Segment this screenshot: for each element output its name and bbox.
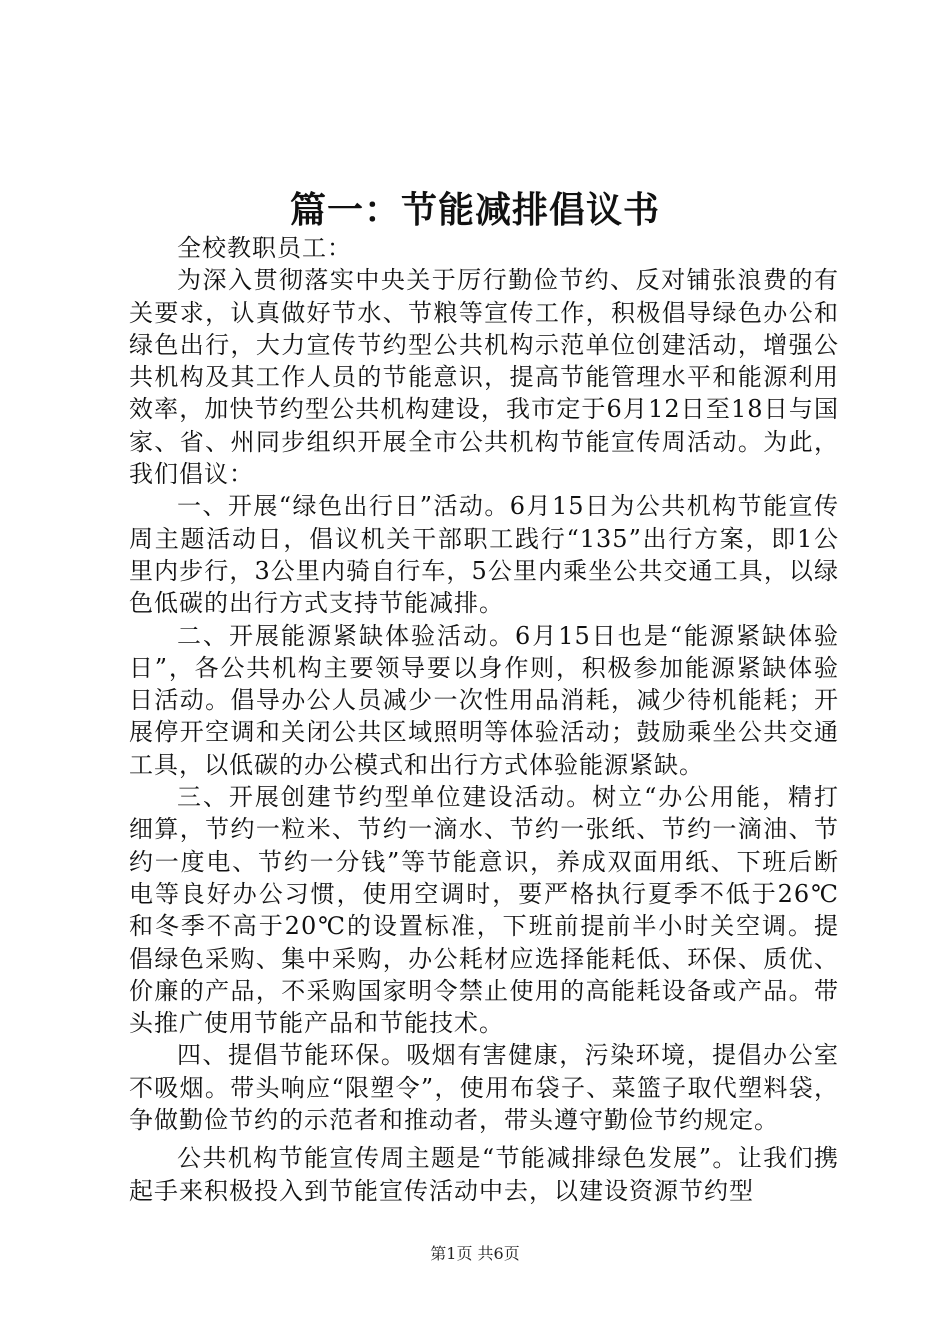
document-body xyxy=(129,232,839,1207)
salutation: 全校教职员工： xyxy=(177,234,352,262)
document-title: 篇一：节能减排倡议书 xyxy=(289,189,660,231)
paragraph-item-1: 一、开展“绿色出行日”活动。6月15日为公共机构节能宣传周主题活动日，倡议机关干部职工践行“135”出行方案，即1公里内步行，3公里内骑自行车，5公里内乘坐公共交通工具，以绿色低碳的出行方式支持节能减排。 xyxy=(129,492,839,618)
paragraph-item-4: 四、提倡节能环保。吸烟有害健康，污染环境，提倡办公室不吸烟。带头响应“限塑令”，使用布袋子、菜篮子取代塑料袋，争做勤俭节约的示范者和推动者，带头遵守勤俭节约规定。 xyxy=(129,1041,839,1135)
paragraph-intro: 为深入贯彻落实中央关于厉行勤俭节约、反对铺张浪费的有关要求，认真做好节水、节粮等宣传工作，积极倡导绿色办公和绿色出行，大力宣传节约型公共机构示范单位创建活动，增强公共机构及其工作人员的节能意识，提高节能管理水平和能源利用效率，加快节约型公共机构建设，我市定于6月12日至18日与国家、省、州同步组织开展全市公共机构节能宣传周活动。为此，我们倡议： xyxy=(129,266,839,489)
paragraph-closing: 公共机构节能宣传周主题是“节能减排绿色发展”。让我们携起手来积极投入到节能宣传活动中去，以建设资源节约型 xyxy=(129,1144,839,1205)
paragraph-item-3: 三、开展创建节约型单位建设活动。树立“办公用能，精打细算，节约一粒米、节约一滴水、节约一张纸、节约一滴油、节约一度电、节约一分钱”等节能意识，养成双面用纸、下班后断电等良好办公习惯，使用空调时，要严格执行夏季不低于26℃和冬季不高于20℃的设置标准，下班前提前半小时关空调。提倡绿色采购、集中采购，办公耗材应选择能耗低、环保、质优、价廉的产品，不采购国家明令禁止使用的高能耗设备或产品。带头推广使用节能产品和节能技术。 xyxy=(129,783,839,1038)
paragraph-item-2: 二、开展能源紧缺体验活动。6月15日也是“能源紧缺体验日”，各公共机构主要领导要以身作则，积极参加能源紧缺体验日活动。倡导办公人员减少一次性用品消耗，减少待机能耗；开展停开空调和关闭公共区域照明等体验活动；鼓励乘坐公共交通工具，以低碳的办公模式和出行方式体验能源紧缺。 xyxy=(129,621,839,779)
page-number-footer: 第1页 共6页 xyxy=(430,1244,520,1263)
